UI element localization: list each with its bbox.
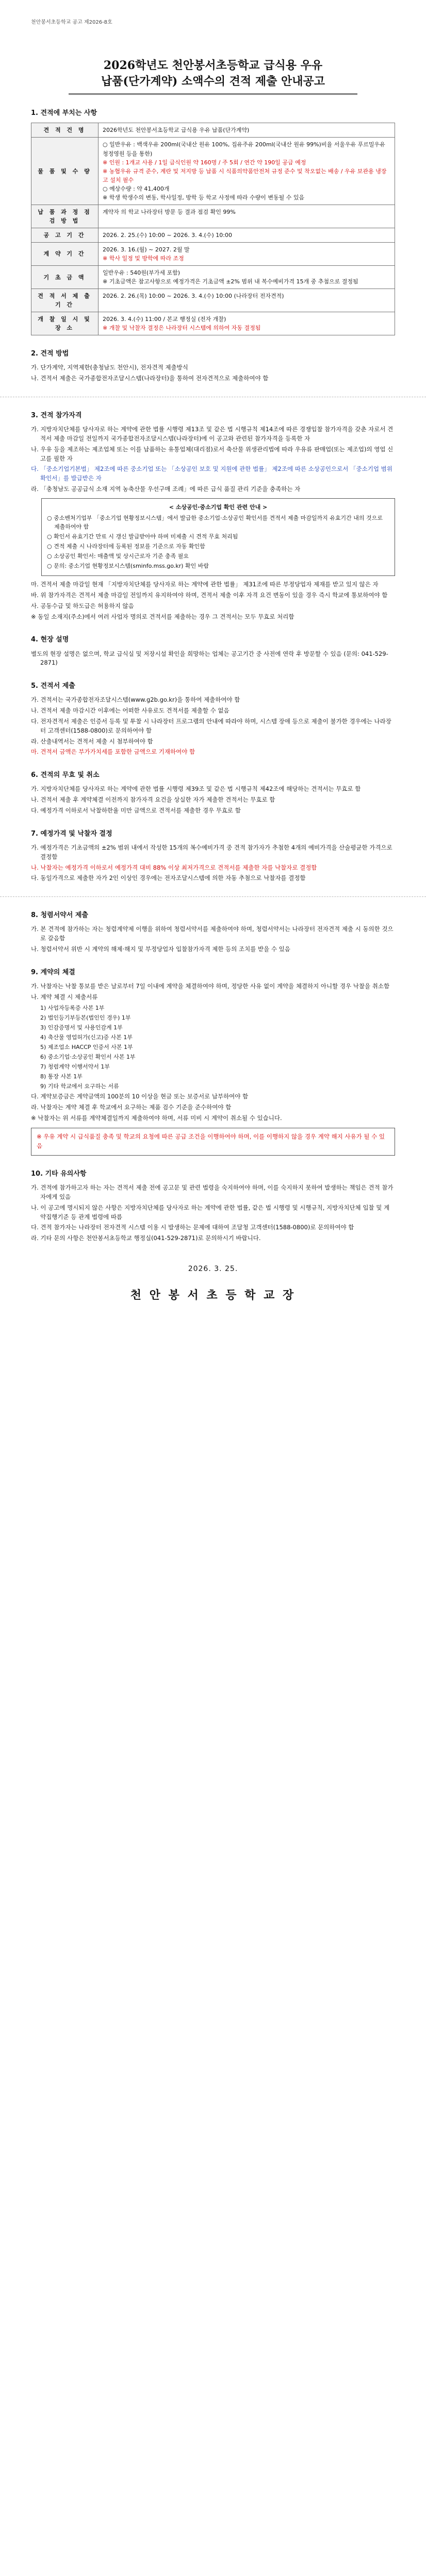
table-value: 2026. 3. 4.(수) 11:00 / 본교 행정실 (전자 개찰)	[103, 316, 226, 323]
list-item: 1) 사업자등록증 사본 1부	[40, 1004, 105, 1011]
list-item: 다. 견적 참가자는 나라장터 전자견적 시스템 이용 시 발생하는 문제에 대하여 조달청 고객센터(1588-0800)로 문의하여야 함	[31, 1224, 354, 1231]
section-7-heading: 7. 예정가격 및 낙찰자 결정	[31, 829, 112, 838]
list-item: 라. 「충청남도 공공급식 소재 지역 농축산물 우선구매 조례」에 따른 급식 품질 관리 기준을 충족하는 자	[31, 485, 301, 493]
info-box	[41, 498, 395, 576]
title-line-2: 납품(단가계약) 소액수의 견적 제출 안내공고	[69, 74, 357, 95]
list-item: 다. 예정가격 이하로서 낙찰하한율 미만 금액으로 견적서를 제출한 경우 무효로 함	[31, 807, 241, 815]
section-3-heading: 3. 견적 참가자격	[31, 412, 82, 420]
list-item: 가. 예정가격은 기초금액의 ±2% 범위 내에서 작성한 15개의 복수예비가격 중 견적 참가자가 추첨한 4개의 예비가격을 산술평균한 가격으로 결정함	[31, 843, 392, 860]
table-value: 2026. 2. 25.(수) 10:00 ~ 2026. 3. 4.(수) 10:00	[99, 228, 395, 242]
info-box-line: ○ 중소벤처기업부 「중소기업 현황정보시스템」에서 발급한 중소기업·소상공인 확인서를 견적서 제출 마감일까지 유효기간 내의 것으로 제출하여야 함	[47, 514, 383, 530]
list-item: 가. 견적서는 국가종합전자조달시스템(www.g2b.go.kr)을 통하여 제출하여야 함	[31, 696, 240, 704]
table-value-cell	[99, 266, 395, 289]
list-item: 나. 견적서 제출 후 계약체결 이전까지 참가자격 요건을 상실한 자가 제출한 견적서는 무효로 함	[31, 796, 275, 804]
list-item: 5) 제조업소 HACCP 인증서 사본 1부	[40, 1043, 133, 1050]
table-row	[31, 242, 395, 265]
info-box-line: ○ 문의: 중소기업 현황정보시스템(sminfo.mss.go.kr) 확인 바람	[47, 563, 209, 570]
info-box-line: ○ 견적 제출 시 나라장터에 등록된 정보를 기준으로 자동 확인함	[47, 543, 205, 550]
table-key: 물 품 및 수 량	[31, 138, 99, 205]
list-item: 바. 위 참가자격은 견적서 제출 마감일 전일까지 유지하여야 하며, 견적서 제출 이후 자격 요건 변동이 있을 경우 즉시 학교에 통보하여야 함	[31, 591, 388, 599]
table-key: 계 약 기 간	[31, 242, 99, 265]
note-text: ※ 낙찰자는 위 서류를 계약체결일까지 제출하여야 하며, 서류 미비 시 계약이 취소될 수 있습니다.	[31, 1114, 282, 1122]
table-key: 견 적 건 명	[31, 123, 99, 138]
table-key: 공 고 기 간	[31, 228, 99, 242]
list-item: 7) 청렴계약 이행서약서 1부	[40, 1063, 110, 1070]
table-value: 2026. 2. 26.(목) 10:00 ~ 2026. 3. 4.(수) 10:00 (나라장터 전자견적)	[99, 289, 395, 312]
list-item: 2) 법인등기부등본(법인인 경우) 1부	[40, 1014, 131, 1021]
list-item: 가. 단가계약, 지역제한(충청남도 천안시), 전자견적 제출방식	[31, 364, 188, 371]
list-item: 나. 청렴서약서 위반 시 계약의 해제·해지 및 부정당업자 입찰참가자격 제한 등의 조치를 받을 수 있음	[31, 945, 290, 953]
list-item: 다. 동일가격으로 제출한 자가 2인 이상인 경우에는 전자조달시스템에 의한 자동 추첨으로 낙찰자를 결정함	[31, 874, 306, 882]
table-value: 계약자 의 학교 나라장터 방문 등 결과 점검 확인 99%	[99, 205, 395, 228]
document-title	[69, 58, 357, 95]
section-5-heading: 5. 견적서 제출	[31, 682, 75, 690]
table-row	[31, 123, 395, 138]
list-item: 나. 우유 등을 제조하는 제조업체 또는 이를 납품하는 유통업체(대리점)로서 축산물 위생관리법에 따라 우유류 판매업(또는 제조업)의 영업 신고를 필한 자	[31, 445, 394, 462]
info-box-title: < 소상공인·중소기업 확인 관련 안내 >	[169, 503, 268, 511]
info-box-line: ○ 확인서 유효기간 만료 시 갱신 발급받아야 하며 미제출 시 견적 무효 처리됨	[47, 533, 238, 540]
issuer-signature: 천 안 봉 서 초 등 학 교 장	[130, 1288, 296, 1302]
list-item: 나. 이 공고에 명시되지 않은 사항은 지방자치단체를 당사자로 하는 계약에 관한 법률, 같은 법 시행령 및 시행규칙, 지방자치단체 입찰 및 계약집행기준 등 관계 법령에 따름	[31, 1204, 390, 1221]
table-value: ○ 일반우유 : 백색우유 200ml(국내산 원유 100%, 집유주유 200ml(국내산 원유 99%)비율 서울우유 푸르밀우유 청정영원 등을 통한)	[103, 141, 385, 157]
list-item: 9) 기타 학교에서 요구하는 서류	[40, 1082, 119, 1090]
section-6-heading: 6. 견적의 무효 및 취소	[31, 771, 100, 779]
list-item: 가. 견적에 참가하고자 하는 자는 견적서 제출 전에 공고문 및 관련 법령을 숙지하여야 하며, 이를 숙지하지 못하여 발생하는 책임은 견적 참가자에게 있음	[31, 1184, 394, 1201]
list-item: 다. 계약보증금은 계약금액의 100분의 10 이상을 현금 또는 보증서로 납부하여야 함	[31, 1093, 249, 1100]
list-item: 라. 기타 문의 사항은 천안봉서초등학교 행정실(041-529-2871)로 문의하시기 바랍니다.	[31, 1234, 261, 1242]
table-value-note: ※ 학생 학생수의 변동, 학사일정, 방학 등 학교 사정에 따라 수량이 변동될 수 있음	[103, 194, 305, 201]
section-9-heading: 9. 계약의 체결	[31, 968, 75, 976]
title-line-1: 2026학년도 천안봉서초등학교 급식용 우유	[103, 58, 323, 72]
table-value-cell	[99, 138, 395, 205]
list-item: 라. 산출내역서는 견적서 제출 시 첨부하여야 함	[31, 737, 153, 745]
info-table	[31, 123, 395, 335]
document-number: 천안봉서초등학교 공고 제2026-8호	[31, 20, 112, 25]
table-row	[31, 312, 395, 335]
list-item: 가. 지방자치단체를 당사자로 하는 계약에 관한 법률 시행령 제39조 및 같은 법 시행규칙 제42조에 해당하는 견적서는 무효로 함	[31, 785, 361, 793]
list-item: 마. 견적서 제출 마감일 현재 「지방자치단체를 당사자로 하는 계약에 관한 법률」 제31조에 따른 부정당업자 제재를 받고 있지 않은 자	[31, 581, 379, 588]
table-key: 견 적 서 제 출 기 간	[31, 289, 99, 312]
list-item: 사. 공동수급 및 하도급은 허용하지 않음	[31, 602, 134, 609]
table-row	[31, 205, 395, 228]
section-2-heading: 2. 견적 방법	[31, 350, 69, 358]
list-item: 나. 낙찰자는 예정가격 이하로서 예정가격 대비 88% 이상 최저가격으로 견적서를 제출한 자를 낙찰자로 결정함	[31, 863, 317, 871]
table-row	[31, 266, 395, 289]
table-value-note: ※ 기초금액은 참고사항으로 예정가격은 기초금액 ±2% 범위 내 복수예비가격 15개 중 추첨으로 결정됨	[103, 278, 358, 285]
list-item: 나. 견적서 제출 마감시간 이후에는 어떠한 사유로도 견적서를 제출할 수 없음	[31, 707, 230, 715]
table-value: ○ 예상수량 : 약 41,400개	[103, 185, 170, 192]
notice-box: ※ 우유 계약 시 급식품질 충족 및 학교의 요청에 따른 공급 조건을 이행하여야 하며, 이를 이행하지 않을 경우 계약 해지 사유가 될 수 있음	[31, 1128, 395, 1156]
section-1-heading: 1. 견적에 부치는 사항	[31, 109, 97, 117]
table-key: 기 초 금 액	[31, 266, 99, 289]
table-key: 개 찰 일 시 및 장 소	[31, 312, 99, 335]
table-value-note: ※ 개찰 및 낙찰자 결정은 나라장터 시스템에 의하여 자동 결정됨	[103, 325, 261, 332]
list-item: 나. 계약 체결 시 제출서류	[31, 993, 98, 1001]
list-item: 8) 통장 사본 1부	[40, 1073, 83, 1080]
section-10-heading: 10. 기타 유의사항	[31, 1170, 87, 1178]
list-item: 4) 축산물 영업허가(신고)증 사본 1부	[40, 1033, 133, 1041]
table-row	[31, 289, 395, 312]
list-item: 가. 낙찰자는 낙찰 통보를 받은 날로부터 7일 이내에 계약을 체결하여야 하며, 정당한 사유 없이 계약을 체결하지 아니할 경우 낙찰을 취소함	[31, 982, 390, 990]
table-value: 2026. 3. 16.(월) ~ 2027. 2월 말	[103, 246, 190, 253]
list-item: 다. 전자견적서 제출은 인증서 등록 및 투찰 시 나라장터 프로그램의 안내에 따라야 하며, 시스템 장애 등으로 제출이 불가한 경우에는 나라장터 고객센터(1588-0800)로 문의하여야 함	[31, 718, 391, 734]
table-row	[31, 228, 395, 242]
list-item: 마. 견적서 금액은 부가가치세를 포함한 금액으로 기재하여야 함	[31, 748, 195, 756]
table-value-cell	[99, 312, 395, 335]
list-item: 별도의 현장 설명은 없으며, 학교 급식실 및 저장시설 확인을 희망하는 업체는 공고기간 중 사전에 연락 후 방문할 수 있음 (문의: 041-529-2871)	[31, 650, 388, 667]
table-value-note: ※ 인원 : 1개교 사용 / 1일 급식인원 약 160명 / 주 5회 / 연간 약 190일 공급 예정	[103, 159, 306, 166]
note-text: ※ 동일 소재지(주소)에서 여러 사업자 명의로 견적서를 제출하는 경우 그 견적서는 모두 무효로 처리함	[31, 613, 294, 620]
table-value-cell	[99, 242, 395, 265]
table-value: 2026학년도 천안봉서초등학교 급식용 우유 납품(단가계약)	[99, 123, 395, 138]
document-list	[31, 1004, 395, 1091]
list-item: 가. 지방자치단체를 당사자로 하는 계약에 관한 법률 시행령 제13조 및 같은 법 시행규칙 제14조에 따른 경쟁입찰 참가자격을 갖춘 자로서 견적서 제출 마감일 전일까지 국가종합전자조달시스템(나라장터)에 이 공고와 관련된 참가자격을 등록한 자	[31, 426, 394, 443]
page-divider	[0, 896, 426, 897]
section-4-heading: 4. 현장 설명	[31, 636, 69, 644]
list-item: 6) 중소기업·소상공인 확인서 사본 1부	[40, 1053, 136, 1060]
document-date: 2026. 3. 25.	[188, 1265, 238, 1274]
section-8-heading: 8. 청렴서약서 제출	[31, 911, 88, 920]
list-item: 3) 인감증명서 및 사용인감계 1부	[40, 1024, 123, 1031]
list-item: 다. 「중소기업기본법」 제2조에 따른 중소기업 또는 「소상공인 보호 및 지원에 관한 법률」 제2조에 따른 소상공인으로서 「중소기업 범위 확인서」를 발급받은 자	[31, 465, 392, 482]
table-value-note: ※ 학사 일정 및 방학에 따라 조정	[103, 255, 184, 262]
list-item: 가. 본 견적에 참가하는 자는 청렴계약제 이행을 위하여 청렴서약서를 제출하여야 하며, 청렴서약서는 나라장터 전자견적 제출 시 동의한 것으로 갈음함	[31, 925, 394, 942]
list-item: 라. 낙찰자는 계약 체결 후 학교에서 요구하는 제품 검수 기준을 준수하여야 함	[31, 1103, 232, 1111]
table-value: 일반우유 : 540원(부가세 포함)	[103, 269, 181, 277]
info-box-line: ○ 소상공인 확인서: 매출액 및 상시근로자 기준 충족 필요	[47, 553, 189, 560]
list-item: 나. 견적서 제출은 국가종합전자조달시스템(나라장터)을 통하여 전자견적으로 제출하여야 함	[31, 375, 269, 382]
table-row	[31, 138, 395, 205]
table-value-note: ※ 농협우유 규격 준수, 계란 및 저지방 등 납품 시 식품의약품안전처 규정 준수 및 착오없는 배송 / 우유 보관용 냉장고 설치 필수	[103, 167, 387, 183]
table-key: 납 품 과 정 점 검 방 법	[31, 205, 99, 228]
